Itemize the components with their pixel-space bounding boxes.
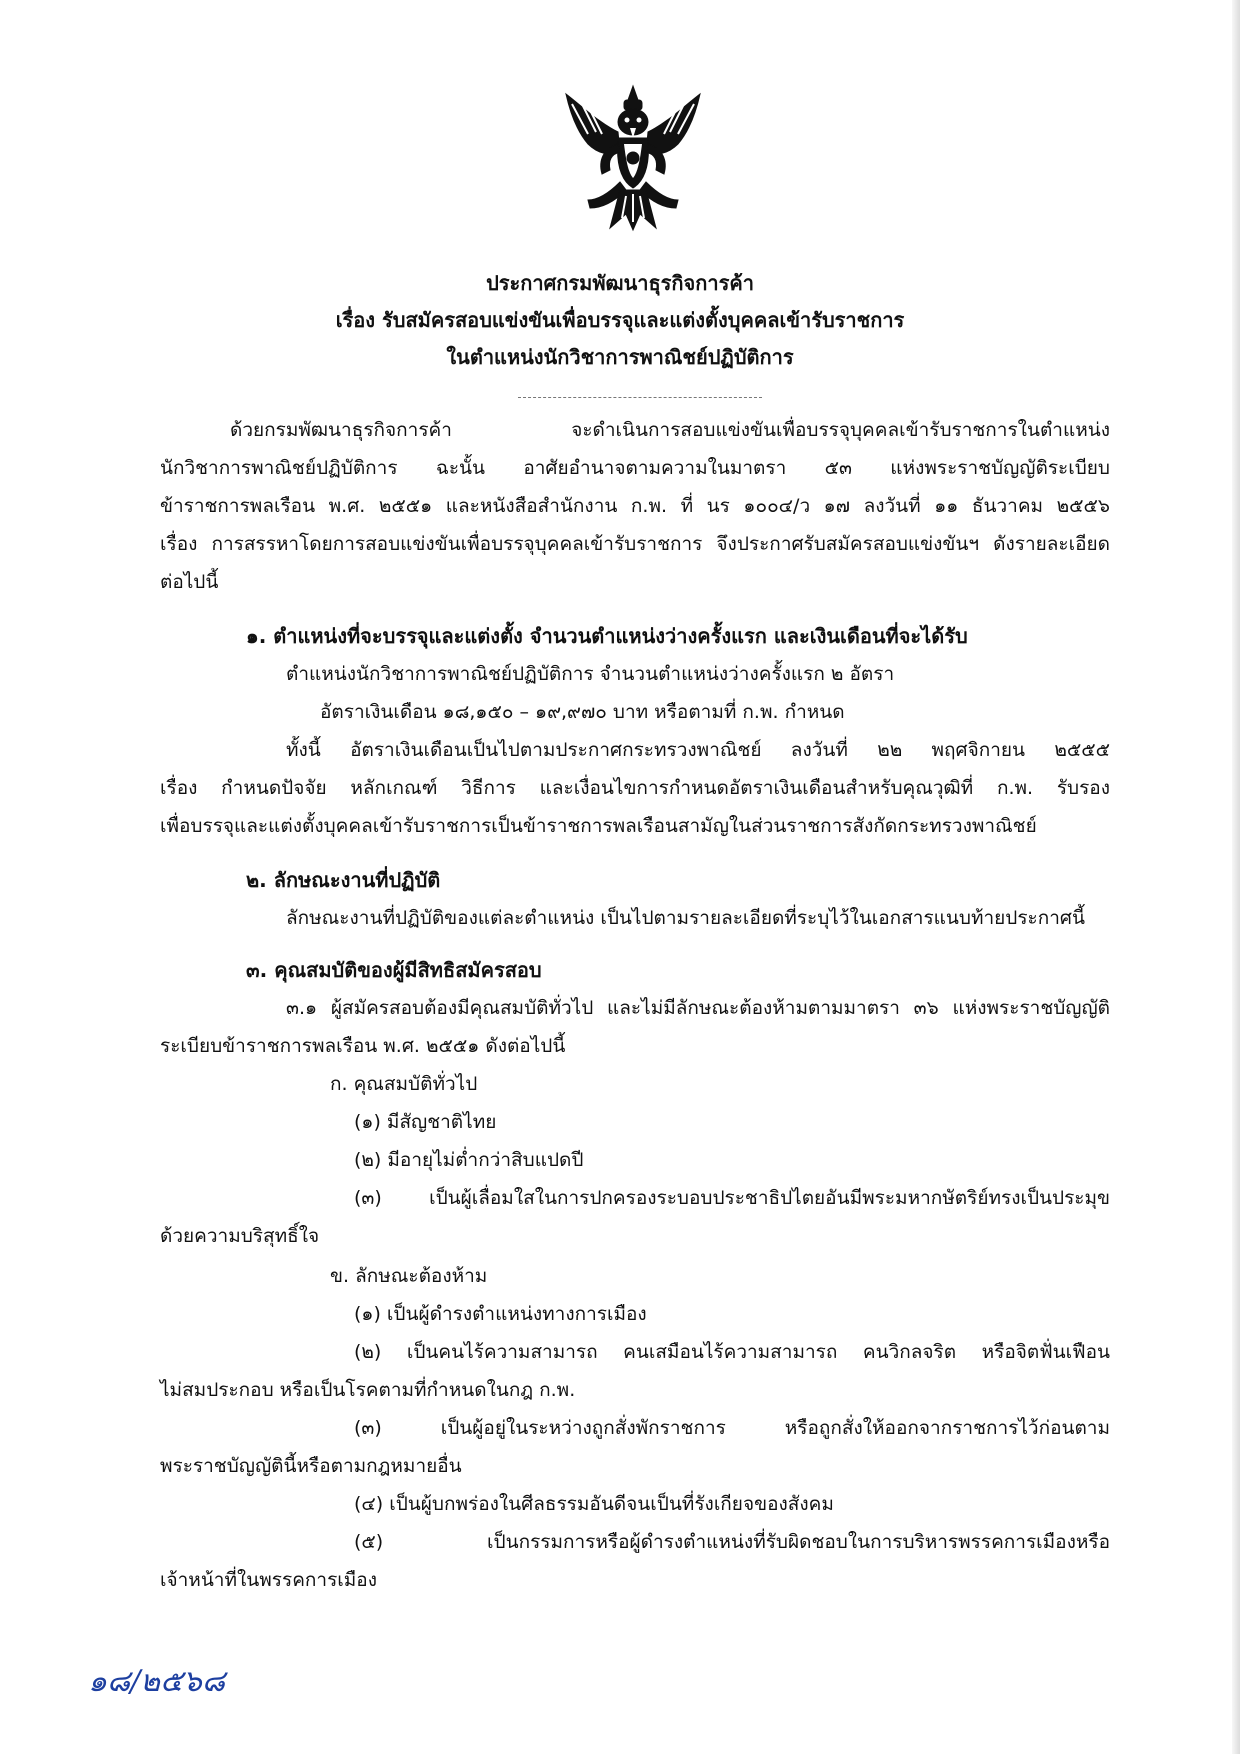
list-item: ด้วยความบริสุทธิ์ใจ bbox=[160, 1225, 320, 1247]
section-heading: ๑. ตำแหน่งที่จะบรรจุและแต่งตั้ง จำนวนตำแหน่งว่างครั้งแรก และเงินเดือนที่จะได้รับ bbox=[246, 624, 968, 648]
section-line: ระเบียบข้าราชการพลเรือน พ.ศ. ๒๕๕๑ ดังต่อไปนี้ bbox=[160, 1035, 566, 1057]
subheading: ก. คุณสมบัติทั่วไป bbox=[330, 1073, 478, 1095]
list-item: (๒) เป็นคนไร้ความสามารถ คนเสมือนไร้ความสามารถ คนวิกลจริต หรือจิตฟั่นเฟือน bbox=[354, 1341, 1110, 1363]
section-line: ลักษณะงานที่ปฏิบัติของแต่ละตำแหน่ง เป็นไปตามรายละเอียดที่ระบุไว้ในเอกสารแนบท้ายประกาศนี้ bbox=[286, 907, 1085, 929]
section-line: ทั้งนี้ อัตราเงินเดือนเป็นไปตามประกาศกระทรวงพาณิชย์ ลงวันที่ ๒๒ พฤศจิกายน ๒๕๕๕ bbox=[286, 739, 1110, 761]
list-item: (๑) มีสัญชาติไทย bbox=[354, 1111, 497, 1133]
list-item: (๓) เป็นผู้อยู่ในระหว่างถูกสั่งพักราชการ หรือถูกสั่งให้ออกจากราชการไว้ก่อนตาม bbox=[354, 1417, 1110, 1439]
list-item: (๔) เป็นผู้บกพร่องในศีลธรรมอันดีจนเป็นที่รังเกียจของสังคม bbox=[354, 1493, 834, 1515]
section-line: ตำแหน่งนักวิชาการพาณิชย์ปฏิบัติการ จำนวนตำแหน่งว่างครั้งแรก ๒ อัตรา bbox=[286, 663, 895, 685]
section-heading: ๓. คุณสมบัติของผู้มีสิทธิสมัครสอบ bbox=[246, 958, 542, 982]
section-line: อัตราเงินเดือน ๑๘,๑๕๐ – ๑๙,๙๗๐ บาท หรือตามที่ ก.พ. กำหนด bbox=[320, 701, 845, 723]
intro-line: ข้าราชการพลเรือน พ.ศ. ๒๕๕๑ และหนังสือสำนักงาน ก.พ. ที่ นร ๑๐๐๔/ว ๑๗ ลงวันที่ ๑๑ ธันวาคม ๒๕๕๖ bbox=[160, 495, 1110, 517]
list-item: (๕) เป็นกรรมการหรือผู้ดำรงตำแหน่งที่รับผิดชอบในการบริหารพรรคการเมืองหรือ bbox=[354, 1531, 1110, 1553]
garuda-emblem-icon bbox=[558, 82, 708, 232]
section-line: เพื่อบรรจุและแต่งตั้งบุคคลเข้ารับราชการเป็นข้าราชการพลเรือนสามัญในส่วนราชการสังกัดกระทรวงพาณิชย์ bbox=[160, 815, 1037, 837]
title-line: ในตำแหน่งนักวิชาการพาณิชย์ปฏิบัติการ bbox=[446, 345, 794, 369]
list-item: เจ้าหน้าที่ในพรรคการเมือง bbox=[160, 1569, 377, 1591]
section-heading: ๒. ลักษณะงานที่ปฏิบัติ bbox=[246, 868, 441, 892]
list-item: พระราชบัญญัตินี้หรือตามกฎหมายอื่น bbox=[160, 1455, 462, 1477]
subheading: ข. ลักษณะต้องห้าม bbox=[330, 1265, 488, 1287]
document-title bbox=[0, 265, 1240, 376]
intro-line: ด้วยกรมพัฒนาธุรกิจการค้า จะดำเนินการสอบแข่งขันเพื่อบรรจุบุคคลเข้ารับราชการในตำแหน่ง bbox=[230, 419, 1110, 441]
intro-line: เรื่อง การสรรหาโดยการสอบแข่งขันเพื่อบรรจุบุคคลเข้ารับราชการ จึงประกาศรับสมัครสอบแข่งขันฯ ดังรายละเอียด bbox=[160, 533, 1110, 555]
intro-line: ต่อไปนี้ bbox=[160, 571, 219, 593]
title-line: เรื่อง รับสมัครสอบแข่งขันเพื่อบรรจุและแต่งตั้งบุคคลเข้ารับราชการ bbox=[335, 308, 905, 332]
list-item: (๒) มีอายุไม่ต่ำกว่าสิบแปดปี bbox=[354, 1149, 584, 1171]
list-item: (๑) เป็นผู้ดำรงตำแหน่งทางการเมือง bbox=[354, 1303, 647, 1325]
list-item: (๓) เป็นผู้เลื่อมใสในการปกครองระบอบประชาธิปไตยอันมีพระมหากษัตริย์ทรงเป็นประมุข bbox=[354, 1187, 1110, 1209]
page-edge bbox=[1232, 0, 1240, 1754]
list-item: ไม่สมประกอบ หรือเป็นโรคตามที่กำหนดในกฎ ก.พ. bbox=[160, 1379, 576, 1401]
handwritten-note: ๑๘/๒๕๖๘ bbox=[88, 1664, 225, 1699]
section-line: เรื่อง กำหนดปัจจัย หลักเกณฑ์ วิธีการ และเงื่อนไขการกำหนดอัตราเงินเดือนสำหรับคุณวุฒิที่ ก.พ. รับรอง bbox=[160, 777, 1110, 799]
title-divider bbox=[518, 397, 762, 398]
intro-line: นักวิชาการพาณิชย์ปฏิบัติการ ฉะนั้น อาศัยอำนาจตามความในมาตรา ๕๓ แห่งพระราชบัญญัติระเบียบ bbox=[160, 457, 1110, 479]
title-line: ประกาศกรมพัฒนาธุรกิจการค้า bbox=[486, 271, 754, 295]
section-line: ๓.๑ ผู้สมัครสอบต้องมีคุณสมบัติทั่วไป และไม่มีลักษณะต้องห้ามตามมาตรา ๓๖ แห่งพระราชบัญญัติ bbox=[286, 997, 1110, 1019]
